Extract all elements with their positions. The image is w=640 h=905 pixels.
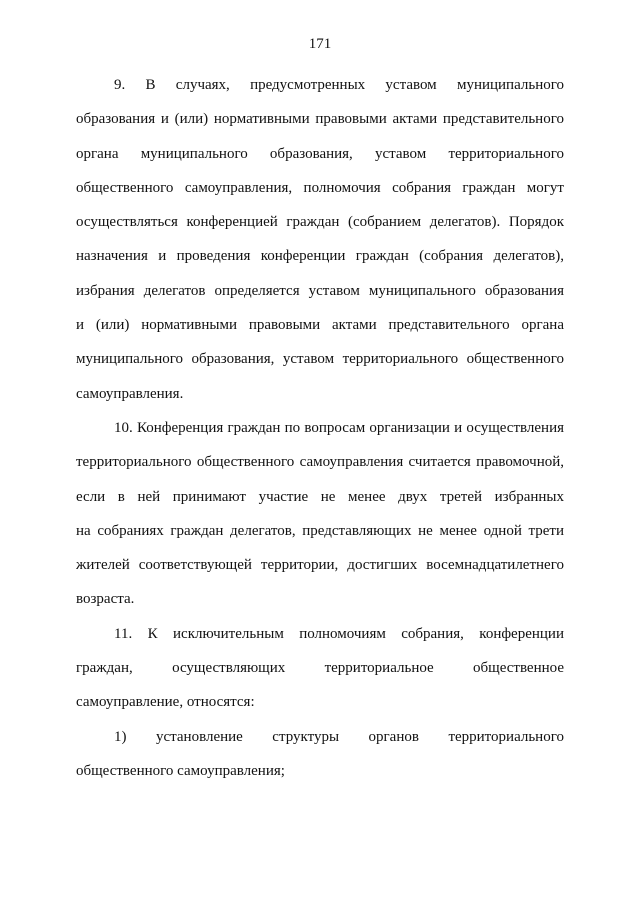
document-body (76, 68, 564, 788)
text-line: образования и (или) нормативными правовыми актами представительного (76, 111, 564, 128)
page-number: 171 (308, 36, 332, 52)
text-line: самоуправление, относятся: (76, 694, 255, 711)
paragraph-10 (76, 411, 564, 617)
text-line: органа муниципального образования, уставом территориального (76, 145, 564, 162)
text-line: жителей соответствующей территории, достигших восемнадцатилетнего (76, 557, 564, 574)
text-line: 11. К исключительным полномочиям собрания, конференции (114, 625, 564, 642)
text-line: общественного самоуправления, полномочия собрания граждан могут (76, 179, 564, 196)
text-line: назначения и проведения конференции граждан (собрания делегатов), (76, 248, 564, 265)
text-line: осуществляться конференцией граждан (собранием делегатов). Порядок (76, 214, 564, 231)
text-line: граждан, осуществляющих территориальное общественное (76, 660, 564, 677)
text-line: 1) установление структуры органов территориального (114, 728, 564, 745)
text-line: муниципального образования, уставом территориального общественного (76, 351, 564, 368)
text-line: на собраниях граждан делегатов, представляющих не менее одной трети (76, 522, 564, 539)
paragraph-11 (76, 617, 564, 720)
text-line: возраста. (76, 591, 135, 608)
text-line: и (или) нормативными правовыми актами представительного органа (76, 317, 564, 334)
text-line: 10. Конференция граждан по вопросам организации и осуществления (114, 419, 564, 436)
text-line: общественного самоуправления; (76, 762, 285, 779)
text-line: 9. В случаях, предусмотренных уставом муниципального (114, 77, 564, 93)
text-line: если в ней принимают участие не менее двух третей избранных (76, 488, 564, 505)
list-item-1 (76, 720, 564, 789)
text-line: территориального общественного самоуправления считается правомочной, (76, 454, 564, 471)
paragraph-9 (76, 68, 564, 411)
text-line: самоуправления. (76, 385, 184, 402)
text-line: избрания делегатов определяется уставом муниципального образования (76, 282, 564, 299)
